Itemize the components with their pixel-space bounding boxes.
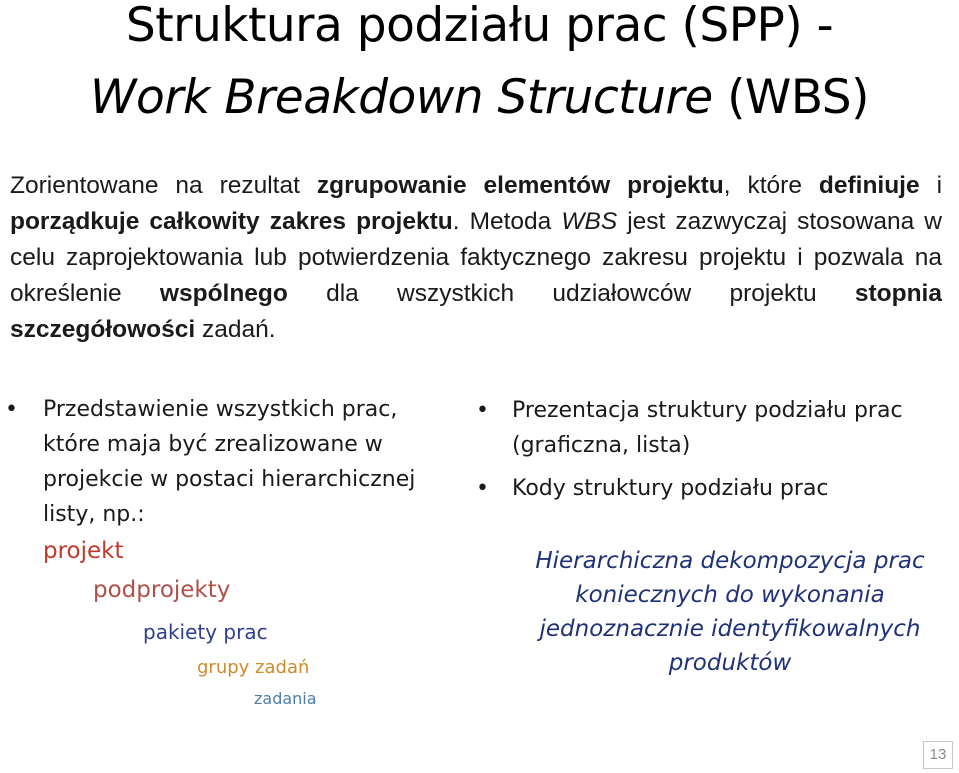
slide-title-line-1: [0, 0, 959, 56]
definition-italic-text: WBS: [561, 208, 618, 235]
hierarchy-note-line: Hierarchiczna dekompozycja prac: [535, 548, 925, 574]
title-abbreviation: (WBS): [712, 70, 869, 125]
definition-text: , które: [723, 172, 819, 199]
hierarchy-note-line: koniecznych do wykonania: [575, 582, 885, 608]
hierarchy-note: [480, 544, 959, 680]
definition-bold-text: definiuje: [818, 172, 920, 199]
bullet-item: • Przedstawienie wszystkich prac, które maja być zrealizowane w projekcie w postaci hierarchicznej listy, np.:: [5, 392, 425, 532]
hierarchy-level-task-groups: grupy zadań: [197, 657, 310, 678]
definition-bold-text: wspólnego: [159, 280, 288, 307]
definition-text: zadań.: [195, 316, 276, 343]
definition-text: . Metoda: [452, 208, 562, 235]
hierarchy-level-project: projekt: [43, 538, 124, 564]
slide-title-line-2: [0, 68, 959, 128]
hierarchy-level-subprojects: podprojekty: [93, 577, 231, 603]
hierarchy-note-line: produktów: [668, 650, 792, 676]
definition-text: dla wszystkich udziałowców projektu: [287, 280, 855, 307]
definition-bold-text: stopnia szczegółowości: [10, 280, 942, 343]
definition-text: i: [919, 172, 943, 199]
bullet-item: • Kody struktury podziału prac: [476, 471, 959, 506]
definition-paragraph: [10, 168, 942, 348]
title-text: Struktura podziału prac (SPP) -: [125, 0, 834, 53]
title-english-text: Work Breakdown Structure: [90, 70, 713, 125]
definition-bold-text: porządkuje całkowity zakres projektu: [10, 208, 453, 235]
hierarchy-level-work-packages: pakiety prac: [143, 620, 268, 644]
right-bullet-list: [476, 393, 959, 514]
hierarchy-level-tasks: zadania: [254, 689, 317, 708]
bullet-item: • Prezentacja struktury podziału prac (graficzna, lista): [476, 393, 959, 463]
left-bullet-list: [5, 392, 425, 532]
definition-text: Zorientowane na rezultat: [10, 172, 317, 199]
hierarchy-note-line: jednoznacznie identyfikowalnych: [539, 616, 921, 642]
page-number: 13: [923, 741, 953, 769]
definition-bold-text: zgrupowanie elementów projektu: [316, 172, 724, 199]
definition-text: jest zazwyczaj stosowana w celu zaprojektowania lub potwierdzenia faktycznego zakresu projektu i pozwala na określenie: [10, 208, 942, 307]
